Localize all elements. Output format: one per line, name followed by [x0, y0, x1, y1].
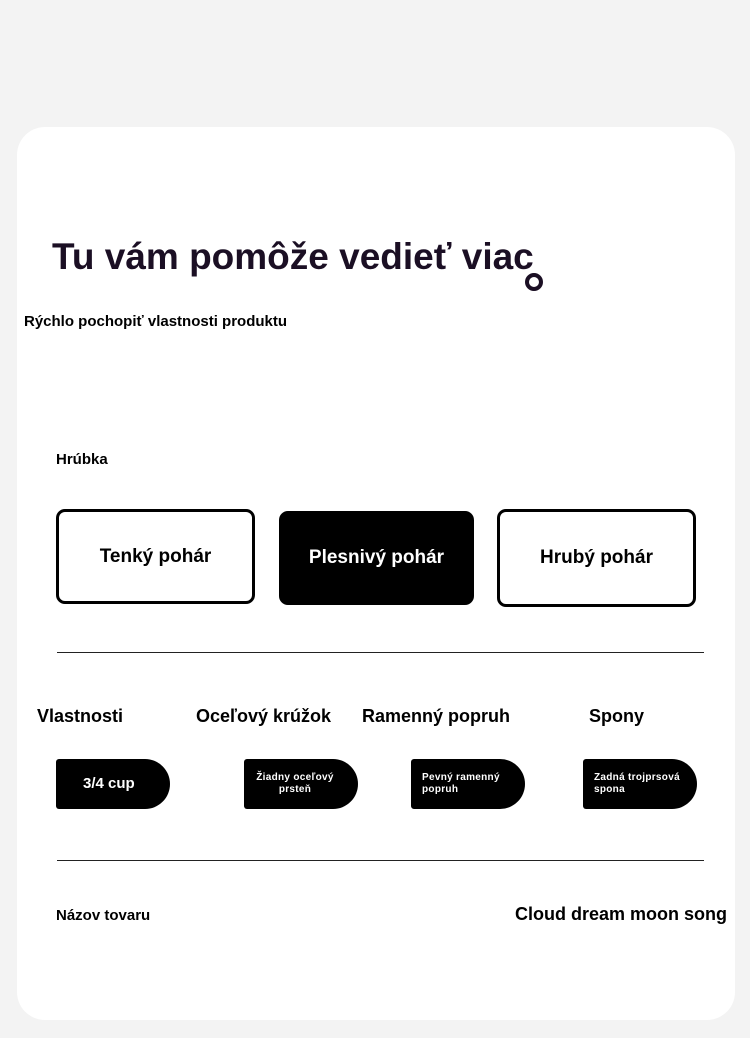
thickness-label: Hrúbka: [56, 451, 108, 468]
option-moldy-cup[interactable]: Plesnivý pohár: [279, 511, 474, 605]
page-title: Tu vám pomôže vedieť viac: [52, 236, 534, 277]
shoulder-strap-header: Ramenný popruh: [362, 706, 511, 726]
clasp-header: Spony: [589, 706, 645, 726]
clasp-value: Zadná trojprsová spona: [583, 759, 697, 809]
properties-header: Vlastnosti: [37, 706, 124, 726]
divider: [57, 652, 704, 653]
divider: [57, 860, 704, 861]
ring-icon: [525, 273, 543, 291]
option-thick-cup[interactable]: Hrubý pohár: [497, 509, 696, 607]
steel-ring-value: Žiadny oceľový prsteň: [244, 759, 358, 809]
cup-size-value: 3/4 cup: [56, 759, 170, 809]
page-subtitle: Rýchlo pochopiť vlastnosti produktu: [24, 313, 288, 330]
product-name-value: Cloud dream moon song: [515, 904, 728, 924]
steel-ring-header: Oceľový krúžok: [196, 706, 331, 726]
product-name-label: Názov tovaru: [56, 907, 151, 924]
shoulder-strap-value: Pevný ramenný popruh: [411, 759, 525, 809]
option-thin-cup[interactable]: Tenký pohár: [56, 509, 255, 604]
